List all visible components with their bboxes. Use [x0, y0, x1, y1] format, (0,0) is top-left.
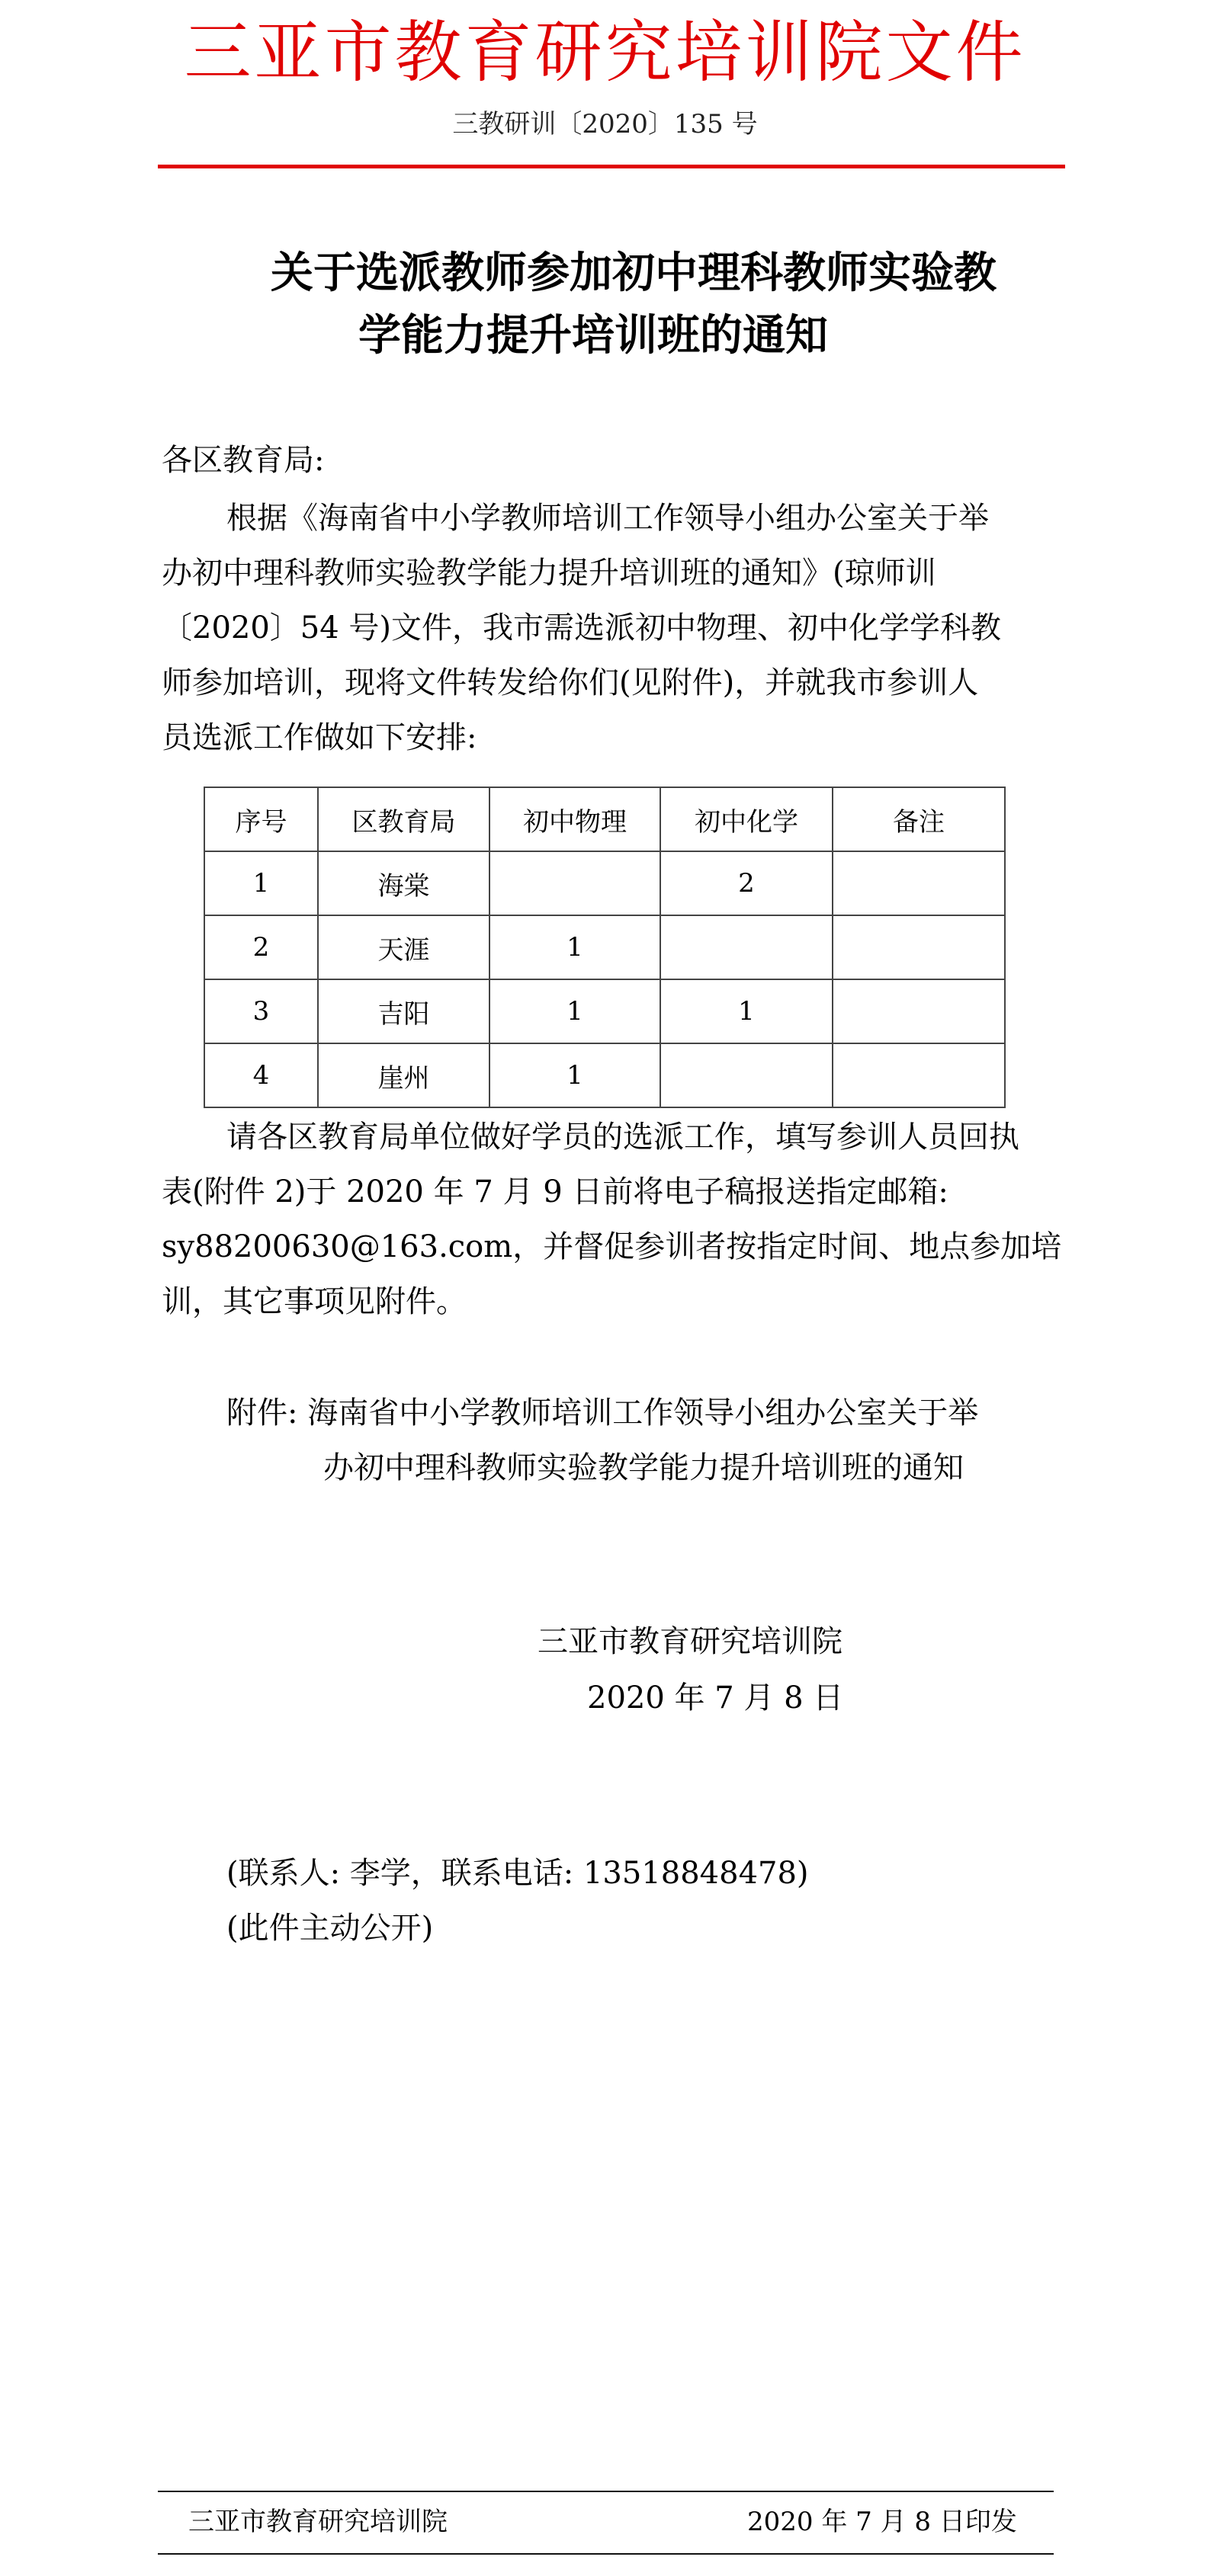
- table-cell: [833, 851, 1005, 915]
- table-cell: 1: [489, 915, 660, 979]
- paragraph-line: 请各区教育局单位做好学员的选派工作，填写参训人员回执: [226, 1120, 1019, 1155]
- header-divider: [158, 165, 1065, 168]
- paragraph-line: 师参加培训，现将文件转发给你们(见附件)，并就我市参训人: [162, 665, 979, 700]
- footer-org: 三亚市教育研究培训院: [188, 2507, 448, 2537]
- table-cell: 3: [204, 979, 318, 1043]
- table-cell: [489, 851, 660, 915]
- table-header-cell: 初中化学: [660, 787, 833, 851]
- table-cell: 海棠: [318, 851, 489, 915]
- table-header-row: [204, 787, 1005, 851]
- salutation: 各区教育局:: [162, 443, 325, 478]
- signature-date: 2020 年 7 月 8 日: [587, 1680, 844, 1716]
- table-cell: 1: [489, 1043, 660, 1107]
- paragraph-line: 办初中理科教师实验教学能力提升培训班的通知》(琼师训: [162, 556, 936, 591]
- contact-line: (联系人: 李学，联系电话: 13518848478): [226, 1856, 809, 1891]
- paragraph-line: 员选派工作做如下安排:: [162, 720, 477, 755]
- table-header-cell: 初中物理: [489, 787, 660, 851]
- table-header-cell: 序号: [204, 787, 318, 851]
- table-cell: 1: [489, 979, 660, 1043]
- table-cell: 1: [660, 979, 833, 1043]
- paragraph-line: 〔2020〕54 号)文件，我市需选派初中物理、初中化学学科教: [162, 610, 1002, 646]
- paragraph-line: 训，其它事项见附件。: [162, 1284, 467, 1319]
- table-row: [204, 1043, 1005, 1107]
- signature-org: 三亚市教育研究培训院: [538, 1624, 843, 1659]
- document-number: 三教研训〔2020〕135 号: [452, 109, 758, 139]
- table-cell: [833, 979, 1005, 1043]
- notice-title-line-2: 学能力提升培训班的通知: [358, 310, 828, 360]
- table-cell: [660, 915, 833, 979]
- footer-bottom-rule: [158, 2553, 1054, 2555]
- notice-title-line-1: 关于选派教师参加初中理科教师实验教: [271, 248, 997, 298]
- table-row: [204, 851, 1005, 915]
- table-header-cell: 区教育局: [318, 787, 489, 851]
- paragraph-line: 根据《海南省中小学教师培训工作领导小组办公室关于举: [226, 501, 989, 536]
- table-cell: 2: [660, 851, 833, 915]
- header-title: 三亚市教育研究培训院文件: [184, 13, 1026, 91]
- table-cell: 吉阳: [318, 979, 489, 1043]
- table-cell: [833, 915, 1005, 979]
- table-cell: [833, 1043, 1005, 1107]
- attachment-line-1: 附件: 海南省中小学教师培训工作领导小组办公室关于举: [226, 1395, 979, 1431]
- attachment-line-2: 办初中理科教师实验教学能力提升培训班的通知: [323, 1450, 964, 1485]
- paragraph-line: 表(附件 2)于 2020 年 7 月 9 日前将电子稿报送指定邮箱:: [162, 1174, 948, 1210]
- footer-date: 2020 年 7 月 8 日印发: [747, 2507, 1017, 2537]
- table-cell: 4: [204, 1043, 318, 1107]
- table-cell: [660, 1043, 833, 1107]
- table-cell: 1: [204, 851, 318, 915]
- footer-top-rule: [158, 2491, 1054, 2492]
- allocation-table: [204, 787, 1006, 1108]
- table-cell: 崖州: [318, 1043, 489, 1107]
- table-row: [204, 979, 1005, 1043]
- table-cell: 2: [204, 915, 318, 979]
- table-header-cell: 备注: [833, 787, 1005, 851]
- table-row: [204, 915, 1005, 979]
- public-notice: (此件主动公开): [226, 1911, 434, 1946]
- email-line: sy88200630@163.com，并督促参训者按指定时间、地点参加培: [162, 1229, 1062, 1264]
- table-cell: 天涯: [318, 915, 489, 979]
